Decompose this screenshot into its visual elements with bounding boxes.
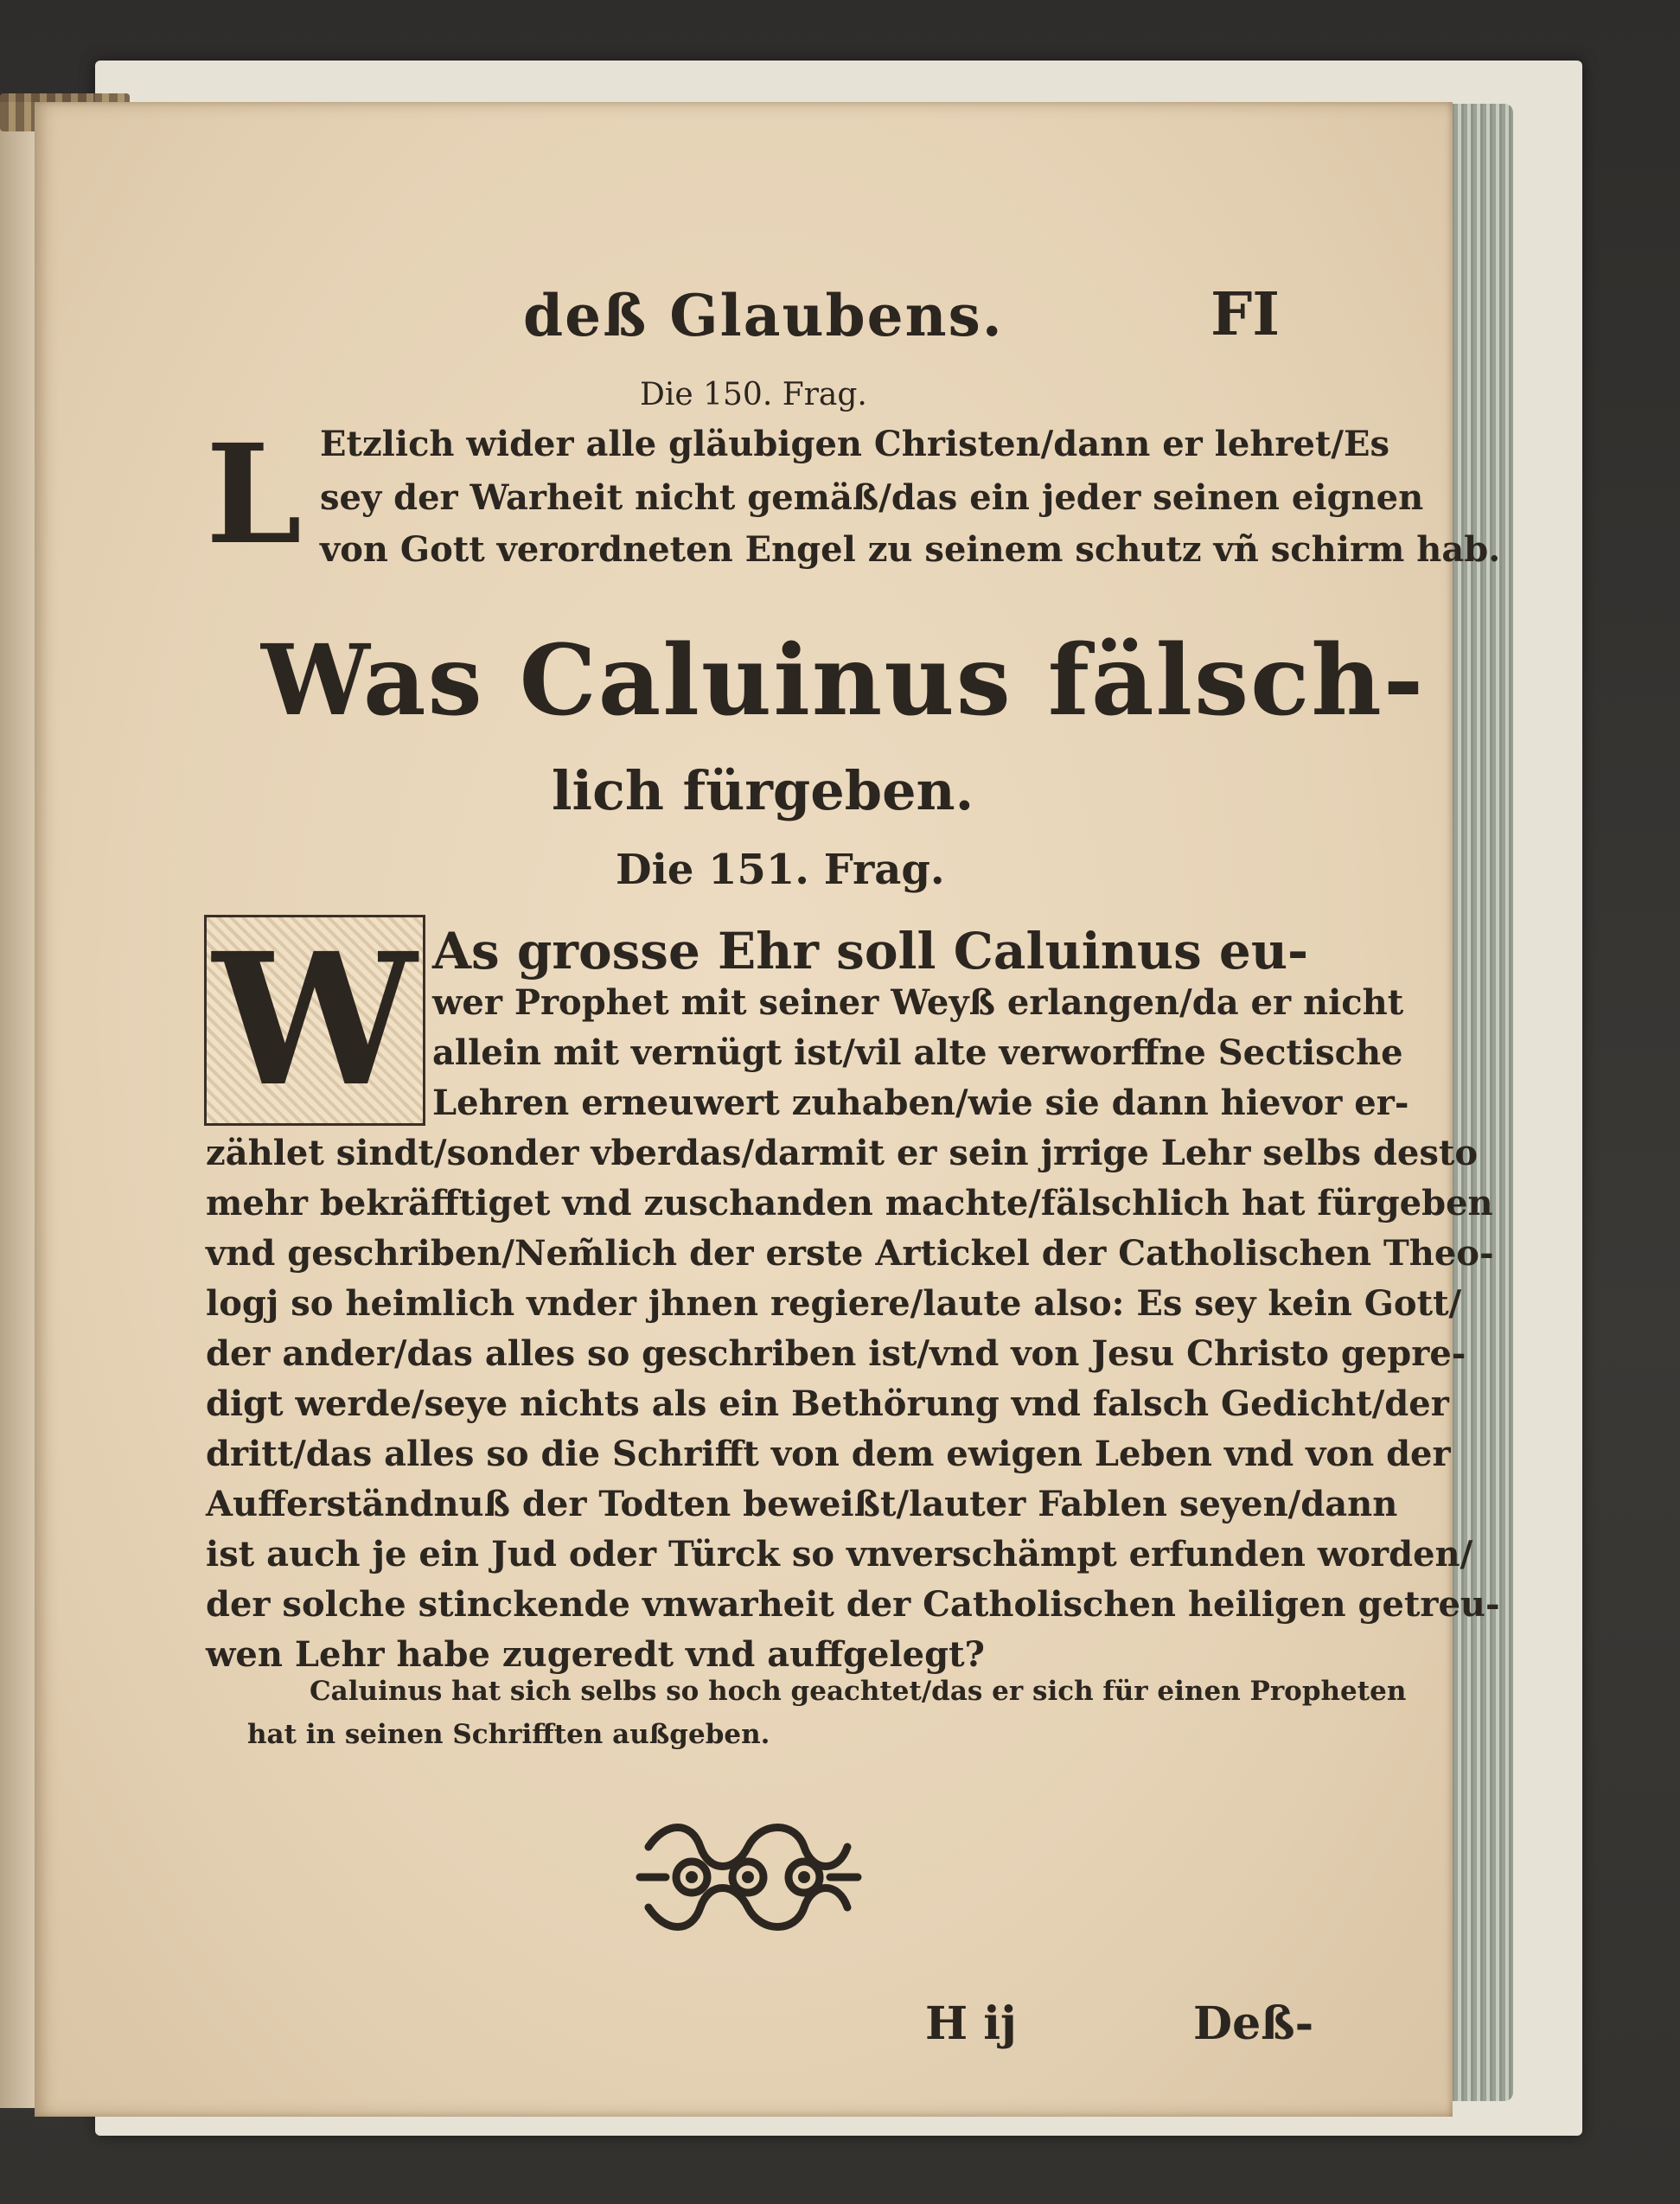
text-line: mehr bekräfftiget vnd zuschanden machte/fälschlich hat fürgeben [206, 1183, 1493, 1223]
text-line: zählet sindt/sonder vberdas/darmit er sein jrrige Lehr selbs desto [206, 1133, 1479, 1173]
text-line-first: As grosse Ehr soll Caluinus eu- [432, 922, 1309, 981]
question-151-heading: Die 151. Frag. [616, 846, 945, 894]
marginal-note-line-2: hat in seinen Schrifften außgeben. [247, 1719, 770, 1750]
text-line: der ander/das alles so geschriben ist/vnd von Jesu Christo gepre- [206, 1333, 1466, 1374]
text-line: logj so heimlich vnder jhnen regiere/laute also: Es sey kein Gott/ [206, 1283, 1462, 1324]
text-line: wer Prophet mit seiner Weyß erlangen/da er nicht [432, 982, 1404, 1023]
text-line: dritt/das alles so die Schrifft von dem ewigen Leben vnd von der [206, 1434, 1451, 1474]
section-title-line-1: Was Caluinus fälsch- [261, 624, 1426, 738]
catchword: Deß- [1193, 1997, 1314, 2050]
text-line: von Gott verordneten Engel zu seinem schutz vñ schirm hab. [320, 529, 1501, 570]
folio-number: FI [1210, 280, 1281, 349]
text-line: der solche stinckende vnwarheit der Catholischen heiligen getreu- [206, 1584, 1500, 1625]
text-line: sey der Warheit nicht gemäß/das ein jeder seinen eignen [320, 477, 1424, 518]
signature-mark: H ij [925, 1997, 1017, 2050]
text-line: digt werde/seye nichts als ein Bethörung vnd falsch Gedicht/der [206, 1383, 1449, 1424]
left-page-edge [0, 102, 35, 2108]
section-title-line-2: lich fürgeben. [552, 759, 974, 822]
text-line: vnd geschriben/Nem̃lich der erste Artickel der Catholischen Theo- [206, 1233, 1494, 1274]
decorated-initial-box [204, 915, 425, 1126]
marginal-note-line-1: Caluinus hat sich selbs so hoch geachtet/das er sich für einen Propheten [310, 1676, 1407, 1707]
drop-initial-w: W [213, 913, 417, 1127]
text-line: Lehren erneuwert zuhaben/wie sie dann hievor er- [432, 1083, 1409, 1123]
text-line: allein mit vernügt ist/vil alte verworffne Sectische [432, 1032, 1403, 1073]
printers-ornament-icon [631, 1812, 865, 1942]
text-line: Aufferständnuß der Todten beweißt/lauter Fablen seyen/dann [206, 1484, 1398, 1524]
text-line: Etzlich wider alle gläubigen Christen/dann er lehret/Es [320, 424, 1390, 464]
text-line: ist auch je ein Jud oder Türck so vnverschämpt erfunden worden/ [206, 1534, 1473, 1575]
running-head: deß Glaubens. [523, 282, 1004, 349]
question-150-heading: Die 150. Frag. [640, 377, 867, 412]
drop-initial-l: L [206, 415, 303, 575]
page [35, 102, 1501, 2117]
text-line: wen Lehr habe zugeredt vnd auffgelegt? [206, 1634, 985, 1675]
